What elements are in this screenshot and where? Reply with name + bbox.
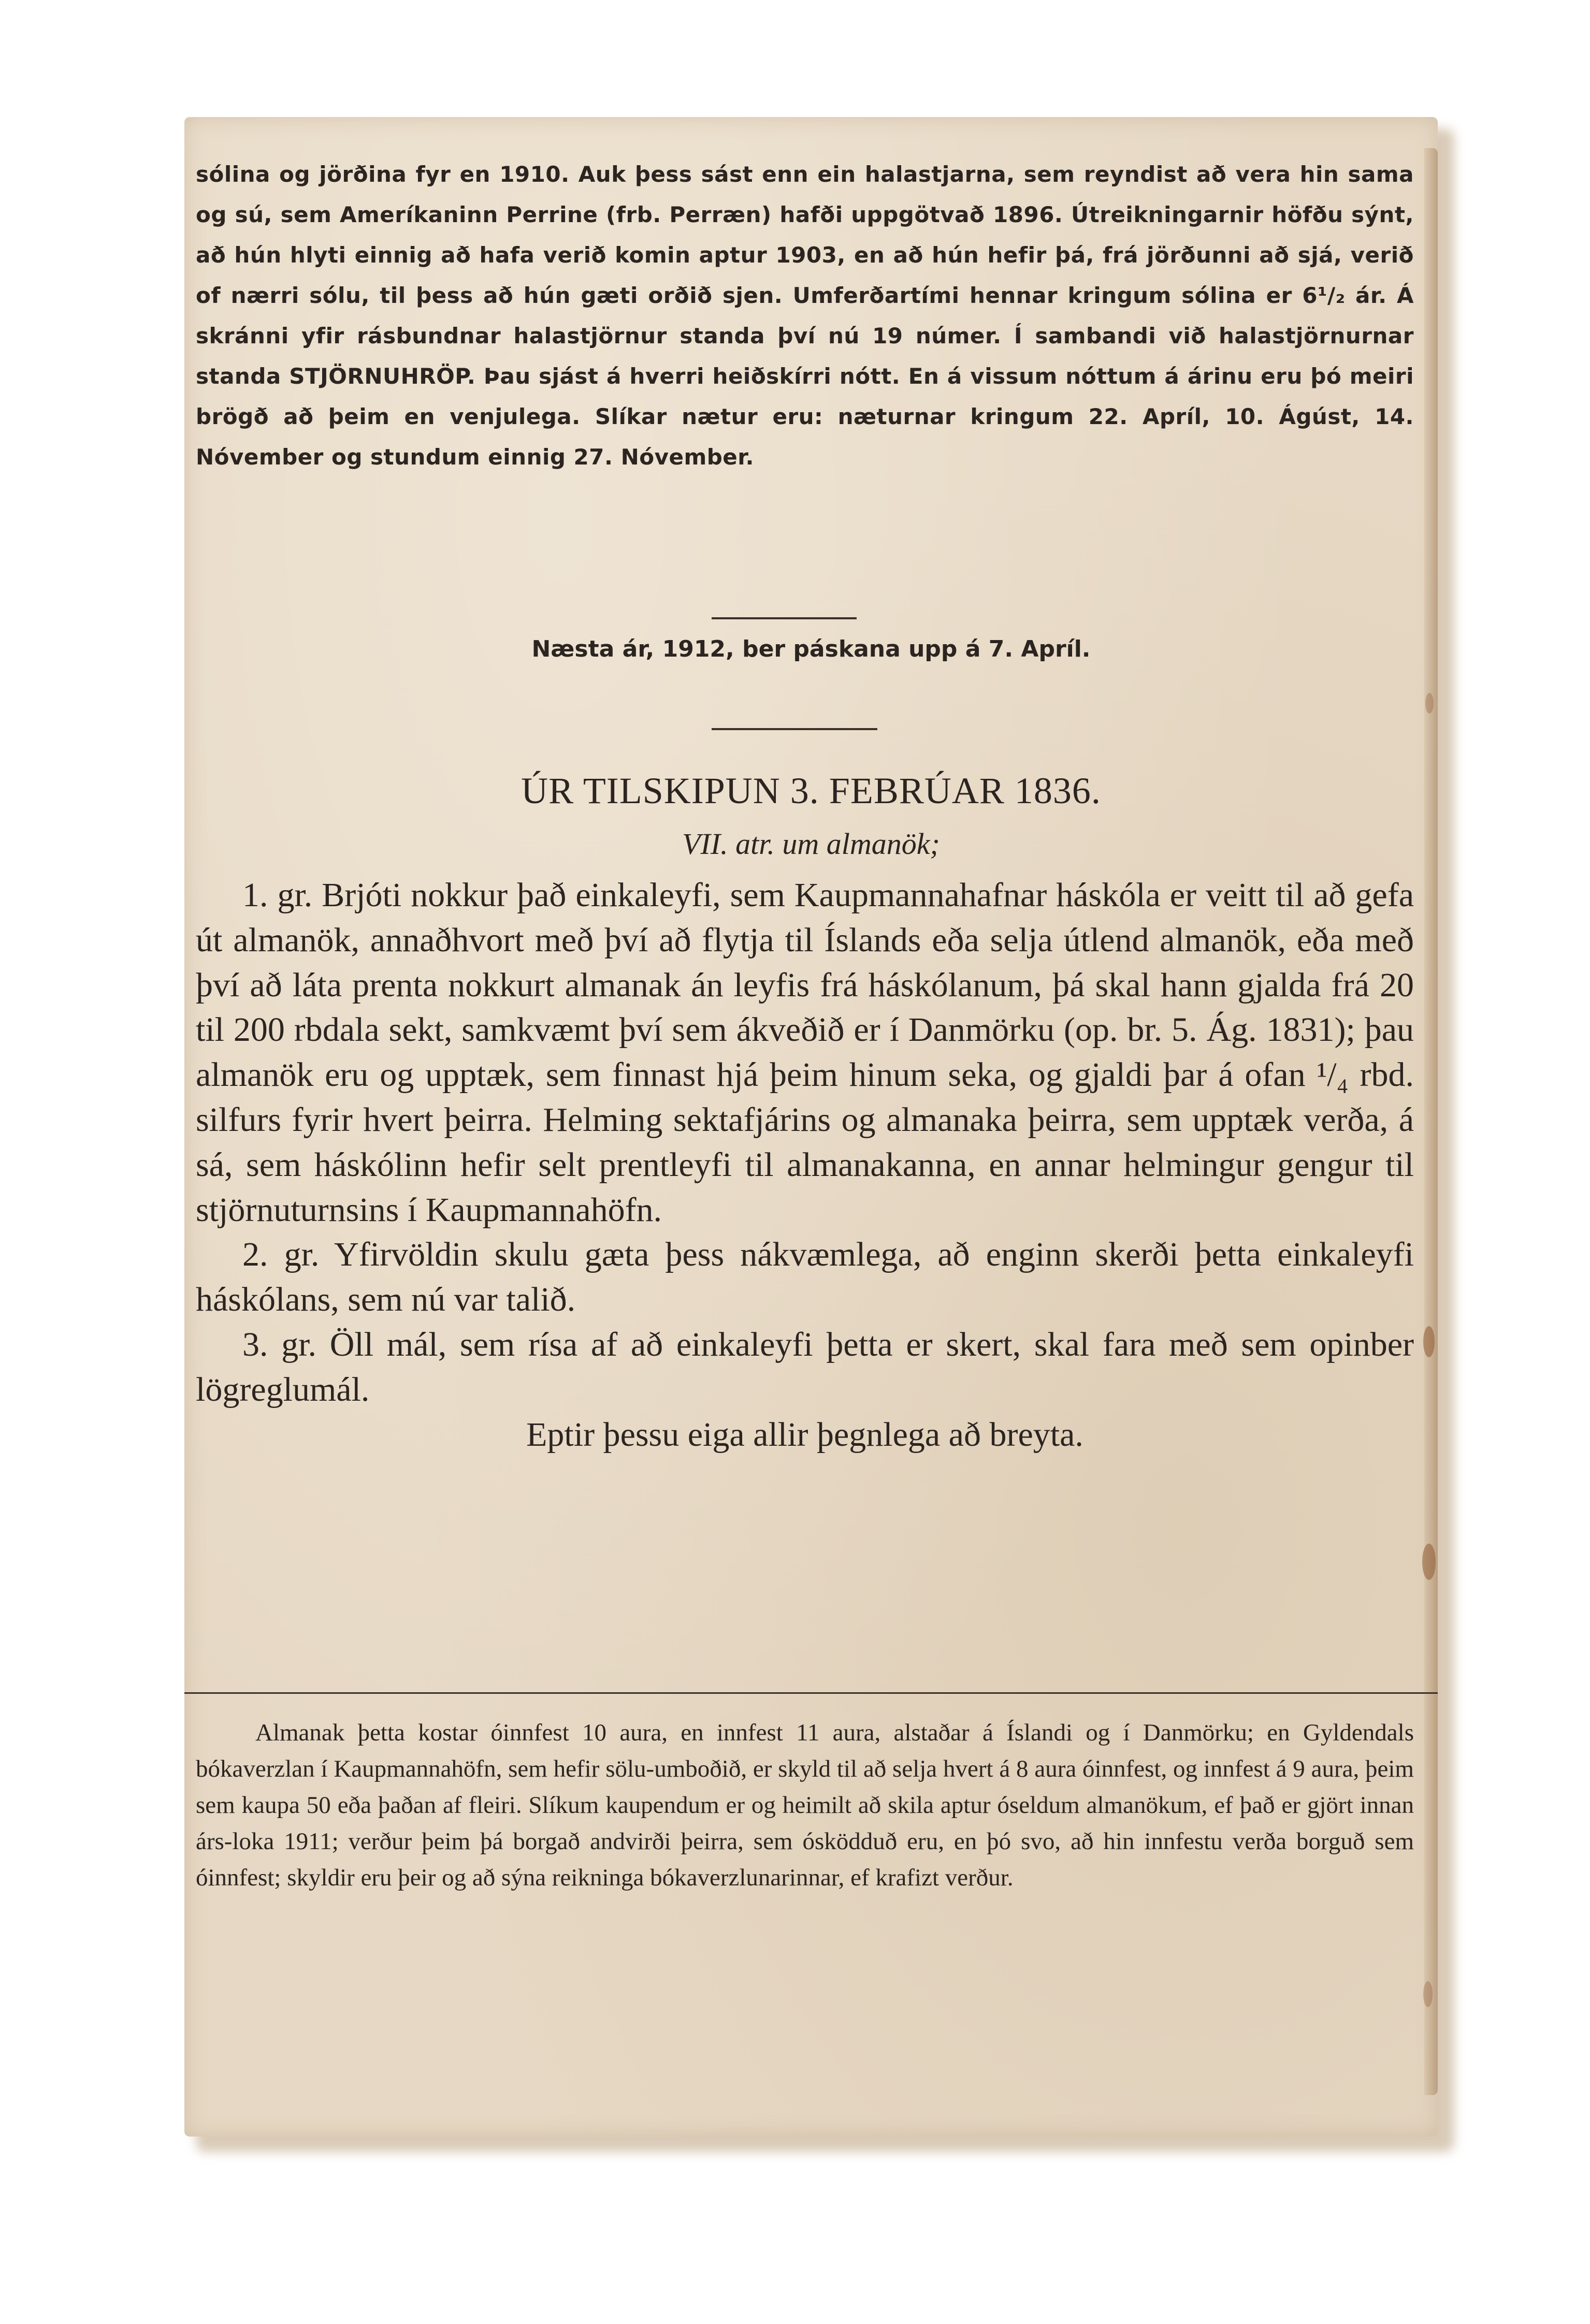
easter-note: Næsta ár, 1912, ber páskana upp á 7. Apríl. <box>531 636 1091 662</box>
rust-stain <box>1423 1981 1433 2007</box>
decree-heading: ÚR TILSKIPUN 3. FEBRÚAR 1836. <box>521 770 1101 811</box>
comet-intro-paragraph <box>196 154 1414 477</box>
rust-stain <box>1425 693 1434 714</box>
section-divider <box>712 728 877 730</box>
price-notice <box>196 1715 1414 1896</box>
decree-article-1: 1. gr. Brjóti nokkur það einkaleyfi, sem Kaupmannahafnar háskóla er veitt til að gefa út almanök, annaðhvort með því að flytja til Íslands eða selja útlend almanök, eða með því að láta prenta nokkurt almanak án leyfis frá háskólanum, þá skal hann gjalda frá 20 til 200 rbdala sekt, samkvæmt því sem ákveðið er í Danmörku (op. br. 5. Ág. 1831); þau almanök eru og upptæk, sem finnast hjá þeim hinum seka, og gjaldi þar á ofan ¹/₄ rbd. silfurs fyrir hvert þeirra. Helming sektafjárins og almanaka þeirra, sem upptæk verða, á sá, sem háskólinn hefir selt prentleyfi til almanakanna, en annar helmingur gengur til stjörnuturnsins í Kaupmannahöfn. <box>196 876 1414 1229</box>
section-divider <box>712 617 857 619</box>
decree-article-2: 2. gr. Yfirvöldin skulu gæta þess nákvæmlega, að enginn skerði þetta einkaleyfi háskólans, sem nú var talið. <box>196 1236 1414 1319</box>
almanac-page <box>184 117 1438 2137</box>
price-notice-text: Almanak þetta kostar óinnfest 10 aura, en innfest 11 aura, alstaðar á Íslandi og í Danmörku; en Gyldendals bókaverzlan í Kaupmannahöfn, sem hefir sölu-umboðið, er skyld til að selja hvert á 8 aura óinnfest, og innfest á 9 aura, þeim sem kaupa 50 eða þaðan af fleiri. Slíkum kaupendum er og heimilt að skila aptur óseldum almanökum, ef það er gjört innan árs-loka 1911; verður þeim þá borgað andvirði þeirra, sem ósködduð eru, en þó svo, að hin innfestu verða borguð sem óinnfest; skyldir eru þeir og að sýna reikninga bókaverzlunarinnar, ef krafizt verður. <box>196 1719 1414 1891</box>
decree-closing: Eptir þessu eiga allir þegnlega að breyta. <box>526 1415 1083 1454</box>
decree-subheading: VII. atr. um almanök; <box>682 827 940 861</box>
rust-stain <box>1423 1326 1435 1357</box>
comet-intro-text: sólina og jörðina fyr en 1910. Auk þess sást enn ein halastjarna, sem reyndist að vera hin sama og sú, sem Ameríkaninn Perrine (frb. Perræn) hafði uppgötvað 1896. Útreikningarnir höfðu sýnt, að hún hlyti einnig að hafa verið komin aptur 1903, en að hún hefir þá, frá jörðunni að sjá, verið of nærri sólu, til þess að hún gæti orðið sjen. Umferðartími hennar kringum sólina er 6¹/₂ ár. Á skránni yfir rásbundnar halastjörnur standa því nú 19 númer. Í sambandi við halastjörnurnar standa STJÖRNUHRÖP. Þau sjást á hverri heiðskírri nótt. En á vissum nóttum á árinu eru þó meiri brögð að þeim en venjulega. Slíkar nætur eru: næturnar kringum 22. Apríl, 10. Ágúst, 14. Nóvember og stundum einnig 27. Nóvember. <box>196 162 1414 470</box>
rust-stain <box>1422 1544 1436 1580</box>
decree-article-3: 3. gr. Öll mál, sem rísa af að einkaleyfi þetta er skert, skal fara með sem opinber lögreglumál. <box>196 1325 1414 1408</box>
decree-body <box>196 873 1414 1457</box>
worn-page-edge <box>1424 148 1438 2095</box>
footer-rule <box>184 1692 1438 1694</box>
